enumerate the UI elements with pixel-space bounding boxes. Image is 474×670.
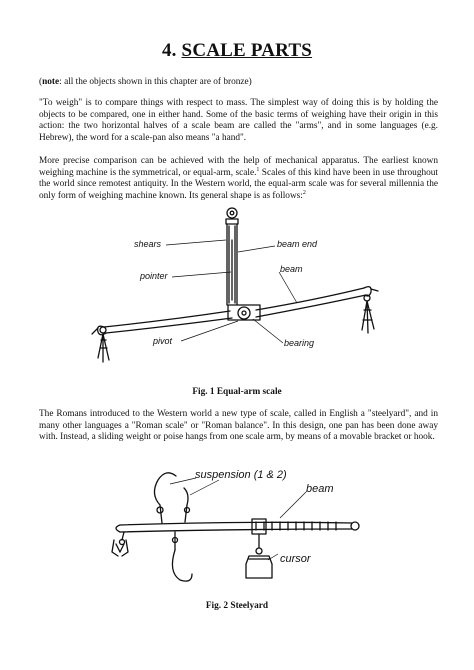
label-shears: shears (134, 239, 162, 249)
note-text: : all the objects shown in this chapter are of bronze (59, 77, 249, 87)
label-beam-end: beam end (277, 239, 318, 249)
figure2-leader-lines (170, 478, 306, 560)
chapter-number: 4. (161, 40, 177, 61)
label-bearing: bearing (284, 338, 315, 348)
chapter-name: SCALE PARTS (181, 40, 313, 61)
label-steelyard-beam: beam (306, 483, 334, 495)
paragraph-equal-arm-part2: Scales of this kind have been in use throughout the world since remotest antiquity. In the Western world, the equal-arm scale was for several millennia the only form of weighing machine known. Its general shape is as follows: (39, 167, 438, 201)
footnote-ref-2: 2 (302, 189, 306, 196)
label-suspension: suspension (1 & 2) (195, 469, 287, 481)
label-pivot: pivot (153, 336, 173, 346)
figure2-caption: Fig. 2 Steelyard (205, 601, 269, 611)
paragraph-weighing: "To weigh" is to compare things with respect to mass. The simplest way of doing this is by holding the objects to be compared, one in either hand. Some of the basic terms of weighing have their origin in this action: the two horizontal halves of a scale beam are called the "arms", and in some languages (e.g. Hebrew), the word for a scale-pan also means "a hand". (39, 98, 438, 143)
label-pointer: pointer (140, 271, 168, 281)
note-label: note (42, 77, 60, 87)
figure1-caption: Fig. 1 Equal-arm scale (192, 387, 282, 397)
note-paragraph: (note: all the objects shown in this chapter are of bronze) (39, 77, 252, 87)
label-cursor: cursor (280, 553, 311, 565)
paragraph-equal-arm-part1: More precise comparison can be achieved with the help of mechanical apparatus. The earliest known weighing machine is the symmetrical, or equal-arm, scale. (39, 156, 438, 178)
paragraph-steelyard: The Romans introduced to the Western world a new type of scale, called in English a "steelyard", and in many other languages a "Roman scale" or "Roman balance". In this design, one pan has been done away with. Instead, a sliding weight or poise hangs from one scale arm, by means of a movable bracket or hook. (39, 409, 438, 442)
footnote-ref-1: 1 (256, 166, 260, 173)
label-beam: beam (280, 264, 303, 274)
